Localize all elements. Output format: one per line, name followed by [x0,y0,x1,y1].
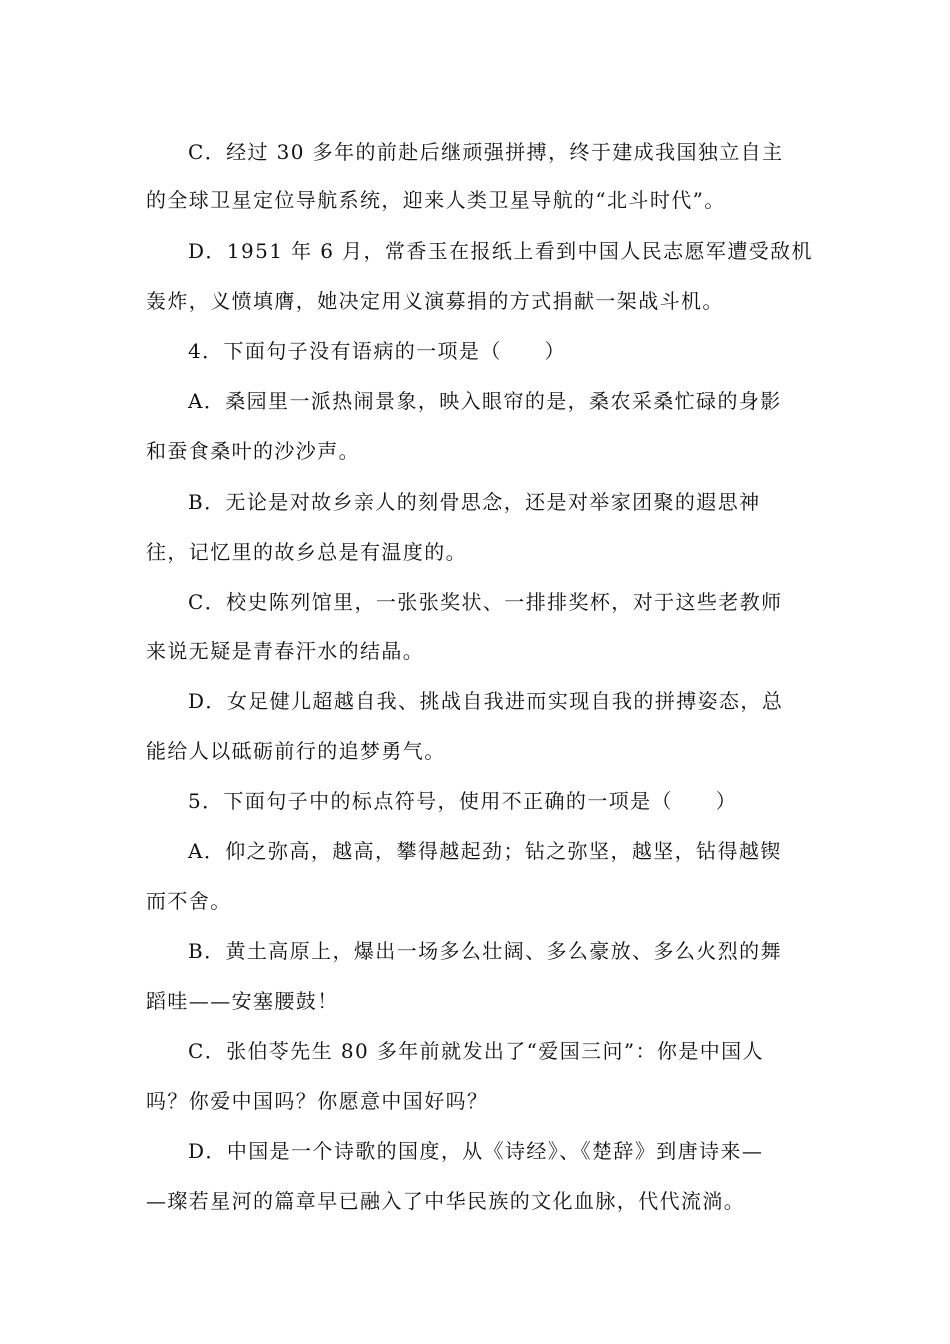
option-5d-line-1: D．中国是一个诗歌的国度，从《诗经》、《楚辞》到唐诗来— [188,1139,764,1163]
option-5a-line-1: A．仰之弥高，越高，攀得越起劲；钻之弥坚，越坚，钻得越锲 [188,839,782,863]
option-4a-line-1: A．桑园里一派热闹景象，映入眼帘的是，桑农采桑忙碌的身影 [188,389,782,413]
option-5c-line-2: 吗？你爱中国吗？你愿意中国好吗？ [146,1089,489,1113]
option-3c-line-1: C．经过 30 多年的前赴后继顽强拼搏，终于建成我国独立自主 [188,140,784,164]
option-3d-line-1: D．1951 年 6 月，常香玉在报纸上看到中国人民志愿军遭受敌机 [188,239,813,263]
option-4c-line-2: 来说无疑是青春汗水的结晶。 [146,639,425,663]
option-4c-line-1: C．校史陈列馆里，一张张奖状、一排排奖杯，对于这些老教师 [188,590,783,614]
option-5a-line-2: 而不舍。 [146,889,232,913]
option-5b-line-2: 蹈哇——安塞腰鼓！ [146,989,339,1013]
option-4b-line-2: 往，记忆里的故乡总是有温度的。 [146,540,467,564]
option-4d-line-2: 能给人以砥砺前行的追梦勇气。 [146,739,446,763]
question-4-stem: 4．下面句子没有语病的一项是（ ） [188,339,566,363]
option-3d-line-2: 轰炸，义愤填膺，她决定用义演募捐的方式捐献一架战斗机。 [146,289,724,313]
question-5-stem: 5．下面句子中的标点符号，使用不正确的一项是（ ） [188,789,738,813]
option-4a-line-2: 和蚕食桑叶的沙沙声。 [146,439,360,463]
option-3c-line-2: 的全球卫星定位导航系统，迎来人类卫星导航的“北斗时代”。 [146,188,726,212]
option-5b-line-1: B．黄土高原上，爆出一场多么壮阔、多么豪放、多么火烈的舞 [188,939,782,963]
option-5c-line-1: C．张伯苓先生 80 多年前就发出了“爱国三问”：你是中国人 [188,1039,764,1063]
option-4b-line-1: B．无论是对故乡亲人的刻骨思念，还是对举家团聚的遐思神 [188,490,761,514]
option-5d-line-2: —璨若星河的篇章早已融入了中华民族的文化血脉，代代流淌。 [146,1189,746,1213]
option-4d-line-1: D．女足健儿超越自我、挑战自我进而实现自我的拼搏姿态，总 [188,689,784,713]
